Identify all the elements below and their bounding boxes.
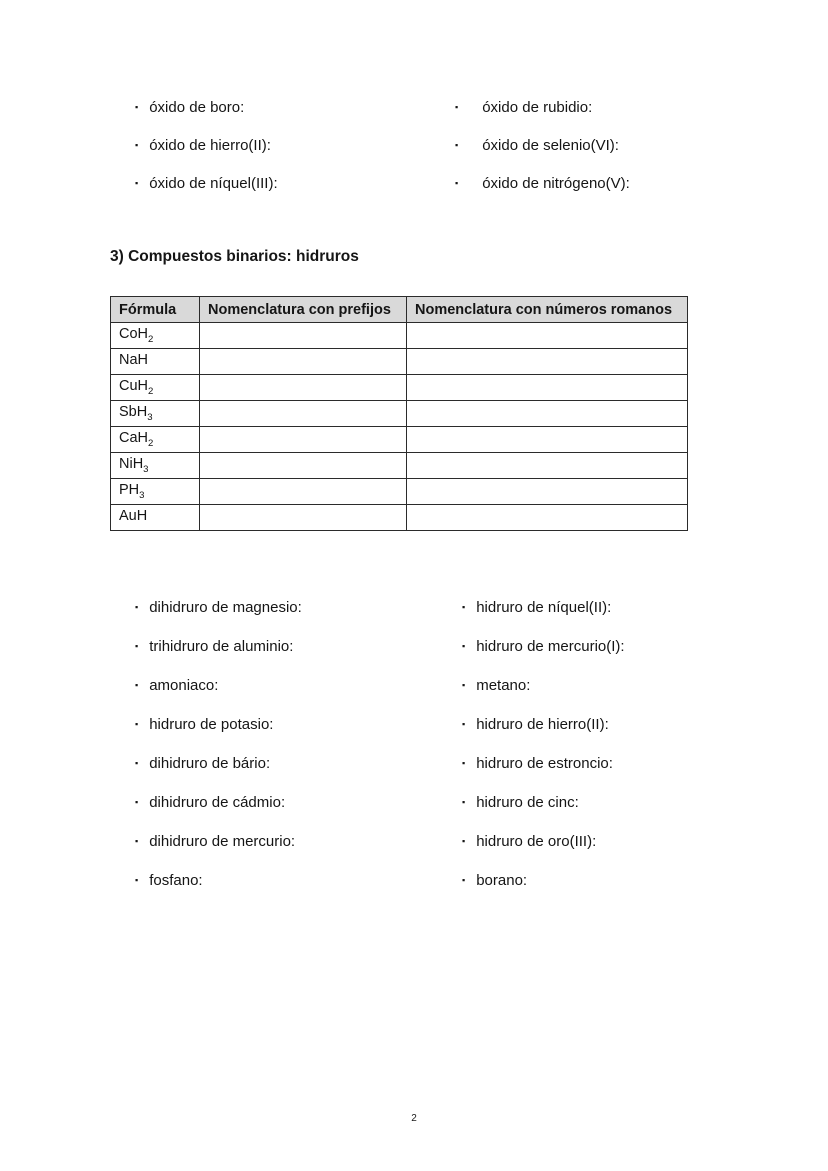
prefix-nomenclature-cell bbox=[200, 323, 407, 349]
table-row bbox=[111, 505, 688, 531]
formula-cell bbox=[111, 401, 200, 427]
list-item bbox=[135, 793, 462, 812]
bullet-square-icon: ▪ bbox=[135, 641, 139, 651]
bullet-square-icon: ▪ bbox=[462, 875, 466, 885]
formula-subscript: 2 bbox=[148, 385, 154, 397]
bullet-square-icon: ▪ bbox=[455, 140, 459, 150]
list-item bbox=[135, 98, 455, 117]
table-row bbox=[111, 401, 688, 427]
list-item bbox=[455, 98, 630, 117]
hydride-table bbox=[110, 296, 688, 531]
bullet-square-icon: ▪ bbox=[135, 758, 139, 768]
list-item bbox=[455, 136, 630, 155]
list-item bbox=[135, 174, 455, 193]
formula-cell bbox=[111, 323, 200, 349]
table-row bbox=[111, 349, 688, 375]
column-header-formula: Fórmula bbox=[111, 297, 200, 323]
column-header-prefix-nomenclature: Nomenclatura con prefijos bbox=[200, 297, 407, 323]
list-item bbox=[462, 715, 625, 734]
list-item-label: óxido de nitrógeno(V): bbox=[482, 175, 630, 192]
formula-base: PH bbox=[119, 482, 140, 499]
list-item bbox=[135, 871, 462, 890]
list-item bbox=[462, 793, 625, 812]
list-item-label: óxido de hierro(II): bbox=[149, 137, 271, 154]
bullet-square-icon: ▪ bbox=[135, 140, 139, 150]
prefix-nomenclature-cell bbox=[200, 349, 407, 375]
list-item bbox=[462, 754, 625, 773]
table-row bbox=[111, 453, 688, 479]
list-item-label: dihidruro de bário: bbox=[149, 755, 271, 772]
table-header-row bbox=[111, 297, 688, 323]
bullet-square-icon: ▪ bbox=[135, 680, 139, 690]
list-item-label: dihidruro de cádmio: bbox=[149, 794, 286, 811]
roman-nomenclature-cell bbox=[407, 323, 688, 349]
prefix-nomenclature-cell bbox=[200, 375, 407, 401]
bullet-square-icon: ▪ bbox=[135, 836, 139, 846]
list-item-label: fosfano: bbox=[149, 872, 203, 889]
roman-nomenclature-cell bbox=[407, 505, 688, 531]
page-number: 2 bbox=[411, 1113, 417, 1124]
list-item bbox=[462, 871, 625, 890]
roman-nomenclature-cell bbox=[407, 453, 688, 479]
prefix-nomenclature-cell bbox=[200, 479, 407, 505]
section-heading: 3) Compuestos binarios: hidruros bbox=[110, 248, 359, 265]
table-row bbox=[111, 323, 688, 349]
list-item-label: dihidruro de magnesio: bbox=[149, 599, 302, 616]
bullet-square-icon: ▪ bbox=[462, 797, 466, 807]
bullet-square-icon: ▪ bbox=[462, 836, 466, 846]
prefix-nomenclature-cell bbox=[200, 427, 407, 453]
formula-base: CaH bbox=[119, 430, 149, 447]
roman-nomenclature-cell bbox=[407, 375, 688, 401]
roman-nomenclature-cell bbox=[407, 349, 688, 375]
formula-base: NiH bbox=[119, 456, 144, 473]
list-item bbox=[462, 598, 625, 617]
column-header-roman-nomenclature: Nomenclatura con números romanos bbox=[407, 297, 688, 323]
formula-cell bbox=[111, 427, 200, 453]
bullet-square-icon: ▪ bbox=[135, 719, 139, 729]
list-item-label: amoniaco: bbox=[149, 677, 219, 694]
formula-cell bbox=[111, 505, 200, 531]
table-row bbox=[111, 479, 688, 505]
oxide-list-right bbox=[455, 98, 630, 212]
prefix-nomenclature-cell bbox=[200, 453, 407, 479]
bullet-square-icon: ▪ bbox=[455, 178, 459, 188]
bullet-square-icon: ▪ bbox=[135, 102, 139, 112]
list-item-label: metano: bbox=[476, 677, 531, 694]
formula-subscript: 3 bbox=[139, 489, 145, 501]
list-item bbox=[135, 598, 462, 617]
list-item-label: hidruro de níquel(II): bbox=[476, 599, 612, 616]
list-item bbox=[135, 676, 462, 695]
oxide-exercise-section bbox=[135, 98, 630, 212]
list-item-label: óxido de níquel(III): bbox=[149, 175, 278, 192]
bullet-square-icon: ▪ bbox=[462, 602, 466, 612]
list-item bbox=[462, 832, 625, 851]
list-item bbox=[135, 136, 455, 155]
hydride-table-body bbox=[111, 323, 688, 531]
formula-subscript: 2 bbox=[148, 437, 154, 449]
prefix-nomenclature-cell bbox=[200, 401, 407, 427]
oxide-list-left bbox=[135, 98, 455, 212]
formula-cell bbox=[111, 479, 200, 505]
bullet-square-icon: ▪ bbox=[135, 178, 139, 188]
list-item-label: óxido de boro: bbox=[149, 99, 245, 116]
list-item-label: trihidruro de aluminio: bbox=[149, 638, 294, 655]
bullet-square-icon: ▪ bbox=[455, 102, 459, 112]
list-item-label: hidruro de estroncio: bbox=[476, 755, 613, 772]
list-item bbox=[135, 715, 462, 734]
roman-nomenclature-cell bbox=[407, 401, 688, 427]
formula-cell bbox=[111, 349, 200, 375]
hydride-exercise-section bbox=[135, 598, 625, 910]
list-item-label: hidruro de cinc: bbox=[476, 794, 579, 811]
roman-nomenclature-cell bbox=[407, 479, 688, 505]
bullet-square-icon: ▪ bbox=[135, 797, 139, 807]
formula-base: NaH bbox=[119, 352, 149, 369]
hydride-table-head bbox=[111, 297, 688, 323]
list-item-label: hidruro de potasio: bbox=[149, 716, 274, 733]
list-item bbox=[135, 832, 462, 851]
formula-base: CoH bbox=[119, 326, 149, 343]
list-item-label: hidruro de hierro(II): bbox=[476, 716, 609, 733]
list-item-label: dihidruro de mercurio: bbox=[149, 833, 296, 850]
formula-base: CuH bbox=[119, 378, 149, 395]
table-row bbox=[111, 427, 688, 453]
bullet-square-icon: ▪ bbox=[462, 641, 466, 651]
bullet-square-icon: ▪ bbox=[135, 875, 139, 885]
bullet-square-icon: ▪ bbox=[135, 602, 139, 612]
list-item bbox=[135, 754, 462, 773]
table-row bbox=[111, 375, 688, 401]
formula-subscript: 3 bbox=[147, 411, 153, 423]
hydride-list-right bbox=[462, 598, 625, 910]
list-item bbox=[455, 174, 630, 193]
prefix-nomenclature-cell bbox=[200, 505, 407, 531]
list-item bbox=[462, 676, 625, 695]
formula-base: SbH bbox=[119, 404, 148, 421]
formula-subscript: 2 bbox=[148, 333, 154, 345]
roman-nomenclature-cell bbox=[407, 427, 688, 453]
hydride-list-left bbox=[135, 598, 462, 910]
list-item-label: óxido de rubidio: bbox=[482, 99, 593, 116]
list-item bbox=[462, 637, 625, 656]
list-item-label: hidruro de oro(III): bbox=[476, 833, 597, 850]
list-item bbox=[135, 637, 462, 656]
formula-base: AuH bbox=[119, 508, 148, 525]
formula-cell bbox=[111, 453, 200, 479]
bullet-square-icon: ▪ bbox=[462, 719, 466, 729]
formula-cell bbox=[111, 375, 200, 401]
list-item-label: borano: bbox=[476, 872, 528, 889]
formula-subscript: 3 bbox=[143, 463, 149, 475]
list-item-label: óxido de selenio(VI): bbox=[482, 137, 619, 154]
bullet-square-icon: ▪ bbox=[462, 758, 466, 768]
list-item-label: hidruro de mercurio(I): bbox=[476, 638, 625, 655]
bullet-square-icon: ▪ bbox=[462, 680, 466, 690]
